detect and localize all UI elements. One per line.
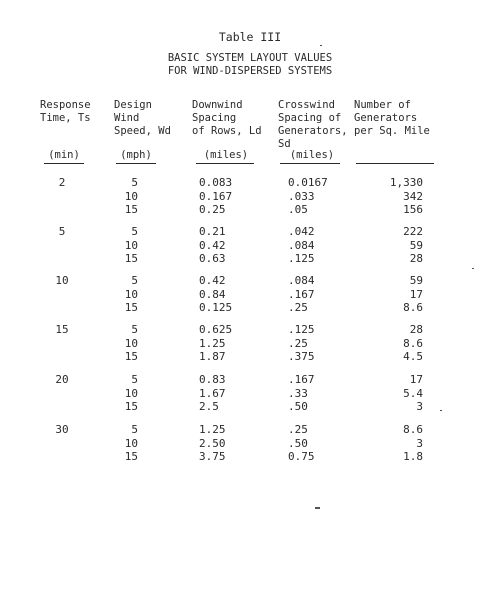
- unit-min: (min): [48, 149, 80, 161]
- cell-downwind-spacing: 0.42: [199, 238, 226, 252]
- cell-downwind-spacing: 1.25: [199, 423, 226, 436]
- header-crosswind-spacing: Crosswind Spacing of Generators, Sd: [278, 99, 348, 150]
- cell-response-time: 10: [55, 274, 69, 287]
- unit-miles-downwind: (miles): [203, 149, 249, 161]
- cell-downwind-spacing: 0.083: [199, 176, 233, 189]
- cell-number-of-generators: 8.6: [403, 423, 423, 436]
- cell-wind-speed: 5: [131, 373, 138, 386]
- underline-min: [44, 163, 84, 164]
- cell-downwind-spacing: 0.84: [199, 287, 226, 301]
- table-title: Table III: [218, 30, 282, 44]
- table-subtitle-line-1: BASIC SYSTEM LAYOUT VALUES: [167, 52, 333, 64]
- cell-response-time: 30: [55, 423, 69, 436]
- cell-crosswind-spacing: .084: [288, 274, 315, 287]
- cell-crosswind-spacing: .25: [288, 301, 308, 314]
- cell-number-of-generators: 1,330: [389, 176, 423, 189]
- cell-crosswind-spacing: .084: [288, 238, 315, 252]
- cell-crosswind-spacing: .125: [288, 323, 315, 336]
- cell-downwind-spacing: 0.21: [199, 225, 226, 238]
- cell-wind-speed: 15: [124, 203, 138, 216]
- cell-downwind-spacing: 1.87: [199, 350, 226, 363]
- header-downwind-spacing: Downwind Spacing of Rows, Ld: [192, 99, 262, 137]
- cell-wind-speed: 5: [131, 274, 138, 287]
- cell-wind-speed: 10: [124, 189, 138, 203]
- cell-response-time: 5: [58, 225, 66, 238]
- underline-miles-downwind: [196, 163, 254, 164]
- cell-wind-speed: 10: [124, 238, 138, 252]
- cell-number-of-generators: 8.6: [403, 301, 423, 314]
- cell-downwind-spacing: 0.167: [199, 189, 233, 203]
- cell-crosswind-spacing: 0.0167: [288, 176, 328, 189]
- cell-wind-speed: 10: [124, 287, 138, 301]
- cell-crosswind-spacing: .167: [288, 373, 315, 386]
- cell-downwind-spacing: 0.25: [199, 203, 226, 216]
- cell-number-of-generators: 28: [409, 323, 423, 336]
- cell-number-of-generators: 8.6: [403, 336, 423, 350]
- cell-downwind-spacing: 2.5: [199, 400, 219, 413]
- cell-crosswind-spacing: 0.75: [288, 450, 315, 463]
- cell-crosswind-spacing: .50: [288, 436, 308, 450]
- cell-number-of-generators: 28: [409, 252, 423, 265]
- header-response-time: Response Time, Ts: [40, 99, 91, 124]
- cell-crosswind-spacing: .33: [288, 386, 308, 400]
- cell-downwind-spacing: 0.125: [199, 301, 233, 314]
- cell-number-of-generators: 3: [416, 436, 423, 450]
- cell-crosswind-spacing: .375: [288, 350, 315, 363]
- cell-downwind-spacing: 2.50: [199, 436, 226, 450]
- cell-crosswind-spacing: .033: [288, 189, 315, 203]
- unit-miles-crosswind: (miles): [289, 149, 335, 161]
- cell-number-of-generators: 17: [409, 373, 423, 386]
- cell-wind-speed: 10: [124, 436, 138, 450]
- cell-number-of-generators: 1.8: [403, 450, 423, 463]
- cell-crosswind-spacing: .25: [288, 336, 308, 350]
- cell-number-of-generators: 4.5: [403, 350, 423, 363]
- cell-wind-speed: 15: [124, 450, 138, 463]
- cell-downwind-spacing: 1.25: [199, 336, 226, 350]
- cell-number-of-generators: 5.4: [403, 386, 423, 400]
- cell-crosswind-spacing: .125: [288, 252, 315, 265]
- cell-crosswind-spacing: .167: [288, 287, 315, 301]
- cell-number-of-generators: 59: [409, 238, 423, 252]
- cell-crosswind-spacing: .50: [288, 400, 308, 413]
- cell-number-of-generators: 342: [403, 189, 423, 203]
- scan-speck: [315, 507, 320, 509]
- cell-number-of-generators: 17: [409, 287, 423, 301]
- cell-wind-speed: 5: [131, 225, 138, 238]
- cell-crosswind-spacing: .25: [288, 423, 308, 436]
- cell-wind-speed: 15: [124, 400, 138, 413]
- cell-wind-speed: 10: [124, 386, 138, 400]
- scan-speck: [320, 45, 322, 46]
- cell-number-of-generators: 59: [409, 274, 423, 287]
- cell-crosswind-spacing: .042: [288, 225, 315, 238]
- cell-downwind-spacing: 0.83: [199, 373, 226, 386]
- cell-response-time: 2: [58, 176, 66, 189]
- cell-response-time: 15: [55, 323, 69, 336]
- unit-mph: (mph): [120, 149, 152, 161]
- cell-number-of-generators: 156: [403, 203, 423, 216]
- table-subtitle-line-2: FOR WIND-DISPERSED SYSTEMS: [167, 65, 333, 77]
- cell-downwind-spacing: 3.75: [199, 450, 226, 463]
- cell-wind-speed: 5: [131, 176, 138, 189]
- cell-wind-speed: 10: [124, 336, 138, 350]
- cell-wind-speed: 5: [131, 423, 138, 436]
- header-design-wind-speed: Design Wind Speed, Wd: [114, 99, 171, 137]
- scan-speck: [440, 410, 442, 411]
- cell-response-time: 20: [55, 373, 69, 386]
- cell-number-of-generators: 222: [403, 225, 423, 238]
- cell-downwind-spacing: 0.42: [199, 274, 226, 287]
- cell-crosswind-spacing: .05: [288, 203, 308, 216]
- cell-wind-speed: 15: [124, 252, 138, 265]
- cell-wind-speed: 5: [131, 323, 138, 336]
- underline-miles-crosswind: [280, 163, 340, 164]
- cell-downwind-spacing: 0.625: [199, 323, 233, 336]
- scan-speck: [472, 268, 474, 269]
- cell-wind-speed: 15: [124, 301, 138, 314]
- cell-downwind-spacing: 0.63: [199, 252, 226, 265]
- underline-number: [356, 163, 434, 164]
- cell-downwind-spacing: 1.67: [199, 386, 226, 400]
- cell-wind-speed: 15: [124, 350, 138, 363]
- header-number-of-generators: Number of Generators per Sq. Mile: [354, 99, 430, 137]
- cell-number-of-generators: 3: [416, 400, 423, 413]
- underline-mph: [116, 163, 156, 164]
